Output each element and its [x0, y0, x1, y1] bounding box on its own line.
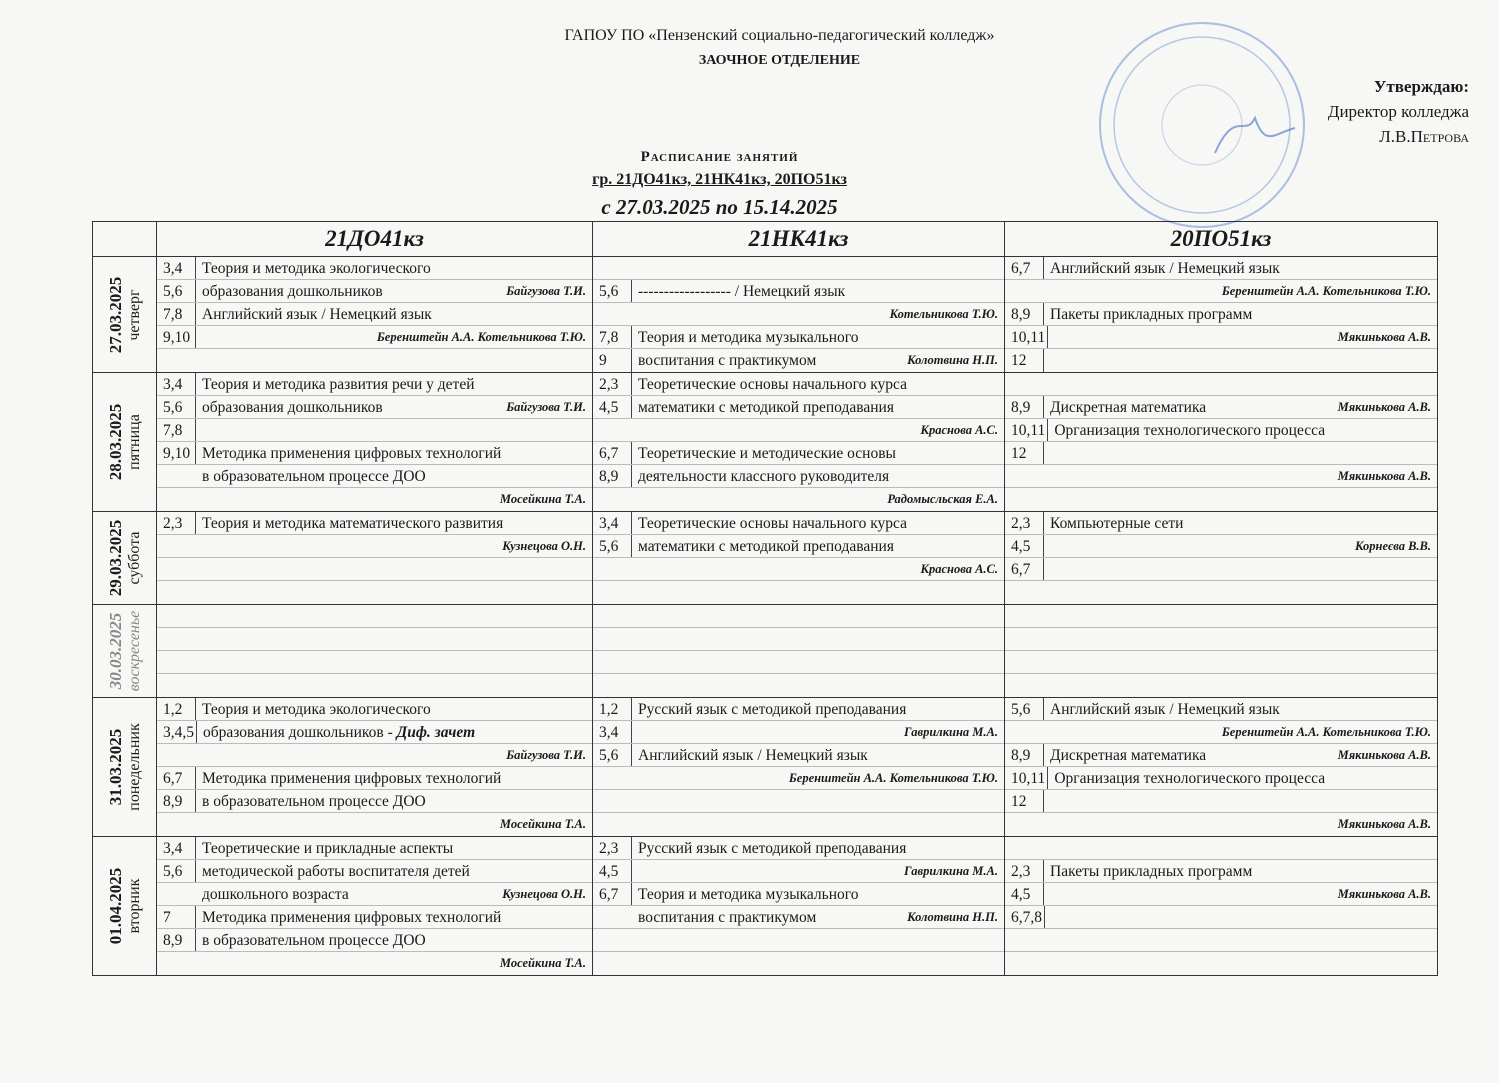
lesson-number: 3,4: [599, 512, 632, 535]
group-header: 21ДО41кз: [157, 222, 593, 257]
lesson-line: [157, 303, 592, 326]
lesson-line: [157, 257, 592, 280]
lesson-cell: [157, 257, 593, 373]
lesson-line: [157, 465, 592, 488]
lesson-line: [157, 721, 592, 744]
day-row: [93, 698, 1438, 837]
lesson-number: 7,8: [163, 419, 196, 442]
lesson-line: [593, 674, 1004, 697]
lesson-subject: ------------------ / Немецкий язык: [638, 283, 846, 300]
lesson-subject: воспитания с практикумом: [638, 909, 817, 926]
lesson-number: 7: [163, 906, 196, 929]
lesson-line: [1005, 280, 1437, 303]
lesson-line: [1005, 744, 1437, 767]
lesson-line: [593, 767, 1004, 790]
day-date: 27.03.2025: [105, 276, 125, 353]
lesson-teacher: Байгузова Т.И.: [506, 400, 586, 414]
schedule-title: Расписание занятий: [640, 149, 799, 165]
lesson-teacher: Гаврилкина М.А.: [904, 864, 998, 878]
lesson-cell: [593, 698, 1005, 837]
day-row: [93, 373, 1438, 512]
day-cell: [93, 257, 157, 373]
lesson-subject: Английский язык / Немецкий язык: [638, 747, 868, 764]
day-cell: [93, 512, 157, 605]
lesson-subject: математики с методикой преподавания: [638, 399, 894, 416]
lesson-number: 3,4: [163, 257, 196, 280]
day-label: [106, 520, 144, 597]
lesson-line: [593, 651, 1004, 674]
lesson-number: 10,11: [1011, 767, 1048, 790]
lesson-number: 1,2: [163, 698, 196, 721]
day-weekday: четверг: [125, 288, 143, 341]
lesson-cell: [1005, 257, 1438, 373]
lesson-teacher: Котельникова Т.Ю.: [889, 307, 998, 321]
lesson-teacher: Беренштейн А.А. Котельникова Т.Ю.: [1221, 725, 1431, 739]
lesson-number: 2,3: [1011, 512, 1044, 535]
lesson-teacher: Беренштейн А.А. Котельникова Т.Ю.: [376, 330, 586, 344]
lesson-number: 7,8: [599, 326, 632, 349]
lesson-subject: Теория и методика экологического: [202, 260, 431, 277]
lesson-subject: Английский язык / Немецкий язык: [202, 306, 432, 323]
approval-position: Директор колледжа: [1327, 102, 1469, 121]
lesson-number: 7,8: [163, 303, 196, 326]
lesson-line: [157, 326, 592, 349]
lesson-teacher: Колотвина Н.П.: [907, 353, 998, 367]
lesson-subject: Теоретические и прикладные аспекты: [202, 840, 454, 857]
lesson-cell: [157, 605, 593, 698]
day-label: [106, 611, 144, 692]
lesson-line: [157, 628, 592, 651]
lesson-number: 10,11: [1011, 419, 1048, 442]
lesson-number: 9: [599, 349, 632, 372]
lesson-line: [1005, 605, 1437, 628]
lesson-line: [1005, 651, 1437, 674]
lesson-line: [1005, 883, 1437, 906]
lesson-line: [593, 860, 1004, 883]
lesson-subject: Теоретические основы начального курса: [638, 515, 907, 532]
lesson-line: [593, 465, 1004, 488]
day-cell: [93, 373, 157, 512]
lesson-line: [157, 744, 592, 767]
lesson-line: [1005, 906, 1437, 929]
day-cell: [93, 605, 157, 698]
lesson-number: 3,4: [599, 721, 632, 744]
lesson-teacher: Байгузова Т.И.: [506, 284, 586, 298]
lesson-number: 3,4: [163, 373, 196, 396]
lesson-line: [157, 512, 592, 535]
lesson-teacher: Беренштейн А.А. Котельникова Т.Ю.: [788, 771, 998, 785]
lesson-line: [157, 651, 592, 674]
lesson-line: [1005, 535, 1437, 558]
lesson-number: 5,6: [599, 744, 632, 767]
lesson-line: [157, 349, 592, 372]
lesson-teacher: Мосейкина Т.А.: [499, 956, 586, 970]
lesson-number: 8,9: [599, 465, 632, 488]
lesson-line: [593, 558, 1004, 581]
lesson-line: [1005, 952, 1437, 975]
lesson-cell: [593, 605, 1005, 698]
lesson-subject: Организация технологического процесса: [1054, 770, 1326, 787]
lesson-cell: [157, 373, 593, 512]
lesson-teacher: Мякинькова А.В.: [1337, 400, 1431, 414]
lesson-line: [157, 929, 592, 952]
lesson-line: [1005, 721, 1437, 744]
lesson-teacher: Мякинькова А.В.: [1337, 330, 1431, 344]
lesson-cell: [1005, 605, 1438, 698]
lesson-line: [1005, 929, 1437, 952]
lesson-line: [1005, 326, 1437, 349]
lesson-subject: методической работы воспитателя детей: [202, 863, 470, 880]
lesson-line: [157, 396, 592, 419]
lesson-teacher: Кузнецова О.Н.: [502, 887, 586, 901]
lesson-teacher: Краснова А.С.: [920, 423, 998, 437]
lesson-cell: [593, 837, 1005, 976]
lesson-line: [1005, 581, 1437, 604]
lesson-number: 8,9: [1011, 744, 1044, 767]
lesson-line: [593, 605, 1004, 628]
lesson-line: [593, 396, 1004, 419]
lesson-number: 6,7,8: [1011, 906, 1045, 929]
lesson-subject: Пакеты прикладных программ: [1050, 863, 1253, 880]
lesson-line: [157, 952, 592, 975]
lesson-line: [593, 581, 1004, 604]
lesson-number: 5,6: [163, 280, 196, 303]
lesson-line: [157, 280, 592, 303]
lesson-line: [157, 813, 592, 836]
lesson-line: [1005, 674, 1437, 697]
lesson-teacher: Колотвина Н.П.: [907, 910, 998, 924]
day-row: [93, 605, 1438, 698]
lesson-number: 5,6: [163, 860, 196, 883]
lesson-line: [1005, 488, 1437, 511]
lesson-subject: деятельности классного руководителя: [638, 468, 890, 485]
lesson-line: [593, 813, 1004, 836]
lesson-line: [593, 488, 1004, 511]
day-date: 30.03.2025: [105, 612, 125, 690]
lesson-subject: в образовательном процессе ДОО: [202, 793, 426, 810]
group-header: 21НК41кз: [593, 222, 1005, 257]
lesson-subject: образования дошкольников -: [203, 724, 393, 741]
lesson-subject: образования дошкольников: [202, 399, 383, 416]
lesson-line: [593, 929, 1004, 952]
lesson-number: 8,9: [163, 790, 196, 813]
lesson-line: [1005, 837, 1437, 860]
lesson-cell: [593, 373, 1005, 512]
lesson-number: 2,3: [599, 837, 632, 860]
lesson-cell: [593, 257, 1005, 373]
lesson-line: [593, 442, 1004, 465]
day-date: 29.03.2025: [105, 519, 125, 597]
lesson-teacher: Мякинькова А.В.: [1337, 817, 1431, 831]
lesson-number: 2,3: [1011, 860, 1044, 883]
day-weekday: воскресенье: [125, 610, 143, 692]
lesson-number: 5,6: [163, 396, 196, 419]
lesson-subject: Русский язык с методикой преподавания: [638, 701, 907, 718]
lesson-subject: Теория и методика музыкального: [638, 886, 859, 903]
lesson-cell: [1005, 373, 1438, 512]
lesson-teacher: Краснова А.С.: [920, 562, 998, 576]
lesson-teacher: Мосейкина Т.А.: [499, 817, 586, 831]
lesson-cell: [157, 837, 593, 976]
day-label: [106, 868, 144, 945]
day-date: 01.04.2025: [105, 867, 125, 945]
lesson-line: [1005, 512, 1437, 535]
lesson-subject: Английский язык / Немецкий язык: [1050, 701, 1280, 718]
lesson-line: [157, 837, 592, 860]
day-label: [106, 404, 144, 481]
lesson-line: [157, 698, 592, 721]
lesson-line: [1005, 303, 1437, 326]
lesson-number: 2,3: [163, 512, 196, 535]
lesson-number: 8,9: [163, 929, 196, 952]
lesson-line: [593, 744, 1004, 767]
day-row: [93, 512, 1438, 605]
lesson-line: [593, 535, 1004, 558]
lesson-subject: воспитания с практикумом: [638, 352, 817, 369]
lesson-teacher: Беренштейн А.А. Котельникова Т.Ю.: [1221, 284, 1431, 298]
lesson-subject: Теория и методика математического развития: [202, 515, 504, 532]
lesson-line: [1005, 558, 1437, 581]
schedule-period: с 27.03.2025 по 15.14.2025: [601, 195, 838, 219]
lesson-number: 5,6: [1011, 698, 1044, 721]
lesson-number: 4,5: [599, 396, 632, 419]
lesson-line: [593, 837, 1004, 860]
lesson-subject: Дискретная математика: [1050, 399, 1207, 416]
day-row: [93, 257, 1438, 373]
lesson-subject: Теоретические и методические основы: [638, 445, 896, 462]
lesson-line: [593, 419, 1004, 442]
approval-name: Л.В.Петрова: [1379, 127, 1469, 146]
lesson-number: 6,7: [1011, 257, 1044, 280]
lesson-teacher: Гаврилкина М.А.: [904, 725, 998, 739]
lesson-subject: Методика применения цифровых технологий: [202, 770, 502, 787]
lesson-cell: [1005, 698, 1438, 837]
lesson-number: 8,9: [1011, 303, 1044, 326]
lesson-subject: Теория и методика развития речи у детей: [202, 376, 475, 393]
lesson-line: [593, 280, 1004, 303]
lesson-line: [157, 883, 592, 906]
lesson-teacher: Кузнецова О.Н.: [502, 539, 586, 553]
lesson-teacher: Мякинькова А.В.: [1337, 887, 1431, 901]
lesson-line: [1005, 373, 1437, 396]
lesson-line: [593, 698, 1004, 721]
lesson-number: 6,7: [599, 442, 632, 465]
lesson-subject: дошкольного возраста: [202, 886, 349, 903]
lesson-subject: Английский язык / Немецкий язык: [1050, 260, 1280, 277]
lesson-number: 6,7: [1011, 558, 1044, 581]
lesson-line: [593, 628, 1004, 651]
lesson-cell: [157, 698, 593, 837]
lesson-line: [593, 906, 1004, 929]
lesson-number: 5,6: [599, 280, 632, 303]
lesson-line: [593, 373, 1004, 396]
lesson-subject: Организация технологического процесса: [1054, 422, 1326, 439]
lesson-subject: математики с методикой преподавания: [638, 538, 894, 555]
lesson-line: [593, 349, 1004, 372]
lesson-line: [157, 674, 592, 697]
lesson-line: [157, 906, 592, 929]
lesson-line: [593, 303, 1004, 326]
lesson-number: 9,10: [163, 326, 196, 349]
lesson-cell: [593, 512, 1005, 605]
lesson-line: [1005, 767, 1437, 790]
lesson-cell: [1005, 837, 1438, 976]
lesson-subject: Теоретические основы начального курса: [638, 376, 907, 393]
lesson-line: [1005, 349, 1437, 372]
lesson-line: [593, 512, 1004, 535]
day-cell: [93, 837, 157, 976]
lesson-subject: Методика применения цифровых технологий: [202, 909, 502, 926]
lesson-line: [157, 442, 592, 465]
day-date: 28.03.2025: [105, 403, 125, 481]
lesson-line: [157, 860, 592, 883]
lesson-number: 12: [1011, 790, 1044, 813]
lesson-number: 3,4,5: [163, 721, 197, 744]
lesson-line: [157, 581, 592, 604]
lesson-number: 10,11: [1011, 326, 1048, 349]
credit-label: Диф. зачет: [396, 724, 476, 741]
day-weekday: понедельник: [125, 723, 143, 811]
lesson-teacher: Мякинькова А.В.: [1337, 469, 1431, 483]
lesson-line: [593, 952, 1004, 975]
approval-block: [1328, 74, 1469, 149]
lesson-number: 8,9: [1011, 396, 1044, 419]
lesson-subject: в образовательном процессе ДОО: [202, 932, 426, 949]
lesson-number: 3,4: [163, 837, 196, 860]
group-header: 20ПО51кз: [1005, 222, 1438, 257]
lesson-number: 12: [1011, 349, 1044, 372]
lesson-line: [157, 488, 592, 511]
lesson-number: 6,7: [163, 767, 196, 790]
lesson-line: [593, 721, 1004, 744]
lesson-number: 2,3: [599, 373, 632, 396]
lesson-number: 9,10: [163, 442, 196, 465]
lesson-subject: Теория и методика музыкального: [638, 329, 859, 346]
seal-stamp: [1095, 18, 1310, 233]
lesson-subject: Русский язык с методикой преподавания: [638, 840, 907, 857]
lesson-subject: образования дошкольников: [202, 283, 383, 300]
lesson-subject: Теория и методика экологического: [202, 701, 431, 718]
day-label: [106, 723, 144, 810]
lesson-line: [1005, 790, 1437, 813]
day-row: [93, 837, 1438, 976]
lesson-teacher: Радомысльская Е.А.: [887, 492, 998, 506]
lesson-line: [157, 790, 592, 813]
lesson-subject: Пакеты прикладных программ: [1050, 306, 1253, 323]
lesson-line: [157, 373, 592, 396]
lesson-number: 12: [1011, 442, 1044, 465]
lesson-line: [157, 558, 592, 581]
day-weekday: суббота: [125, 531, 143, 585]
lesson-teacher: Мосейкина Т.А.: [499, 492, 586, 506]
lesson-teacher: Байгузова Т.И.: [506, 748, 586, 762]
approval-heading: Утверждаю:: [1373, 77, 1469, 96]
lesson-line: [1005, 257, 1437, 280]
lesson-subject: Дискретная математика: [1050, 747, 1207, 764]
lesson-line: [1005, 396, 1437, 419]
schedule-header-row: [93, 222, 1438, 257]
lesson-number: 6,7: [599, 883, 632, 906]
lesson-number: 1,2: [599, 698, 632, 721]
lesson-line: [1005, 860, 1437, 883]
lesson-subject: в образовательном процессе ДОО: [202, 468, 426, 485]
lesson-cell: [157, 512, 593, 605]
lesson-line: [157, 767, 592, 790]
lesson-number: 4,5: [1011, 883, 1044, 906]
day-weekday: пятница: [125, 414, 143, 470]
lesson-line: [157, 419, 592, 442]
institution-name: ГАПОУ ПО «Пензенский социально-педагогический колледж»: [564, 27, 995, 44]
schedule-groups: гр. 21ДО41кз, 21НК41кз, 20ПО51кз: [592, 171, 847, 188]
lesson-subject: Методика применения цифровых технологий: [202, 445, 502, 462]
day-date: 31.03.2025: [105, 728, 125, 806]
lesson-teacher: Корнеєва В.В.: [1355, 539, 1431, 553]
lesson-line: [593, 326, 1004, 349]
lesson-number: 4,5: [1011, 535, 1044, 558]
lesson-line: [593, 883, 1004, 906]
lesson-number: 5,6: [599, 535, 632, 558]
lesson-line: [157, 535, 592, 558]
lesson-cell: [1005, 512, 1438, 605]
lesson-line: [593, 790, 1004, 813]
lesson-number: 4,5: [599, 860, 632, 883]
lesson-teacher: Мякинькова А.В.: [1337, 748, 1431, 762]
schedule-table: [92, 221, 1438, 976]
lesson-line: [1005, 419, 1437, 442]
day-cell: [93, 698, 157, 837]
lesson-line: [1005, 465, 1437, 488]
lesson-line: [1005, 442, 1437, 465]
lesson-line: [1005, 628, 1437, 651]
lesson-line: [1005, 698, 1437, 721]
department-name: ЗАОЧНОЕ ОТДЕЛЕНИЕ: [698, 53, 861, 68]
lesson-line: [157, 605, 592, 628]
day-label: [106, 276, 144, 353]
day-weekday: вторник: [125, 878, 143, 934]
lesson-line: [593, 257, 1004, 280]
lesson-line: [1005, 813, 1437, 836]
corner-cell: [93, 222, 157, 257]
lesson-subject: Компьютерные сети: [1050, 515, 1184, 532]
